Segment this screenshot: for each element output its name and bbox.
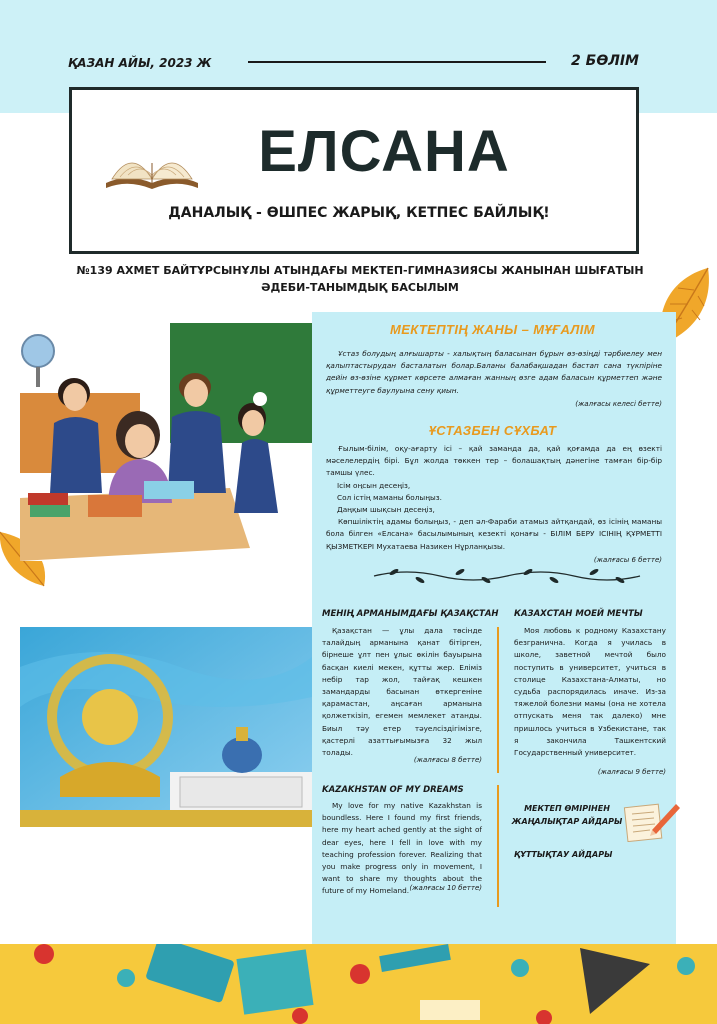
section-teacher-title: МЕКТЕПТІҢ ЖАНЫ – МҰҒАЛІМ <box>389 322 595 337</box>
header-rule <box>248 61 546 63</box>
interview-verse: Даңқым шықсын десеңіз, <box>337 505 435 515</box>
school-news-heading <box>507 802 627 828</box>
vine-ornament-icon <box>372 566 642 586</box>
column-divider <box>497 627 499 773</box>
article-ru-body: Моя любовь к родному Казахстану безгранична. Когда я училась в школе, заветной мечтой было поступить в университет, учиться в столице Казахстана-Алматы, но судьба распорядилась иначе. Из-за тяжелой болезни мамы (она не хотела отпускать меня так далеко) мне пришлось учиться в Узбекистане, так я закончила Ташкентский Государственный университет. <box>514 626 666 758</box>
article-ru-title: КАЗАХСТАН МОЕЙ МЕЧТЫ <box>514 609 643 619</box>
paper-pencil-icon <box>622 800 682 842</box>
article-kz-title: МЕНІҢ АРМАНЫМДАҒЫ ҚАЗАҚСТАН <box>322 609 499 619</box>
section-interview-continued: (жалғасы 6 бетте) <box>593 556 662 564</box>
article-kz-continued: (жалғасы 8 бетте) <box>413 756 482 764</box>
issue-part: 2 БӨЛІМ <box>571 53 639 69</box>
school-news-line-1: МЕКТЕП ӨМІРІНЕН <box>524 804 610 813</box>
school-classroom-photo <box>20 323 312 561</box>
paper-slogan: ДАНАЛЫҚ - ӨШПЕС ЖАРЫҚ, КЕТПЕС БАЙЛЫҚ! <box>168 205 550 221</box>
section-interview-body <box>326 443 662 553</box>
article-ru-continued: (жалғасы 9 бетте) <box>597 768 666 776</box>
article-en-continued: (жалғасы 10 бетте) <box>409 884 482 892</box>
interview-verse: Ісім оңсын десеңіз, <box>337 480 411 490</box>
section-teacher-continued: (жалғасы келесі бетте) <box>575 400 662 408</box>
school-news-line-2: ЖАҢАЛЫҚТАР АЙДАРЫ <box>511 817 623 826</box>
publisher-line <box>60 262 660 296</box>
interview-paragraph: Ғылым-білім, оқу-ағарту ісі – қай заманда да, қай қоғамда да ең өзекті мәселелердің бірі. Бұл жолда төккен тер – болашақтың дәнегіне тамған бір-бір тамшы үлес. <box>326 444 662 478</box>
article-en-body: My love for my native Kazakhstan is boundless. Here I found my first friends, here my heart ached gently at the sight of dear eyes, here I fell in love with my teaching profession forever. Realizing that you make progress only in movement, I want to share my thoughts about the future of my Homeland. <box>322 801 482 896</box>
issue-date: ҚАЗАН АЙЫ, 2023 Ж <box>68 56 212 70</box>
article-kz-body: Қазақстан — ұлы дала төсінде талайдың арманына қанат бітірген, бірнеше ұлт пен ұлыс өкілін бауырына басқан киелі мекен, құтты жер. Еліміз небір тар жол, тайғақ кешкен замандарды басынан өткергеніне қарамастан, аңсаған арманына қолжеткізіп, егемен мемлекет атанды. Биыл тәу етер тәуелсіздігімізге, қастерлі азаттығымызға 32 жыл толады. <box>322 626 482 758</box>
section-teacher-body: Ұстаз болудың алғышарты - халықтың баласынан бұрын өз-өзіңді тәрбиелеу мен қалыптастырудан басталатын болар.Баланы балабақшадан бастап сана түкпіріне дейін өз-өзіне құрмет көрсете алмаған жанның өзге адам баласын құрметтеп және құрметтеуге баулуына сену қиын. <box>326 349 662 395</box>
column-divider <box>497 785 499 907</box>
masthead <box>69 87 639 254</box>
greetings-heading: ҚҰТТЫҚТАУ АЙДАРЫ <box>514 850 613 859</box>
footer-band <box>0 944 717 1024</box>
publisher-line-1: №139 АХМЕТ БАЙТҰРСЫНҰЛЫ АТЫНДАҒЫ МЕКТЕП-ГИМНАЗИЯСЫ ЖАНЫНАН ШЫҒАТЫН <box>76 264 644 277</box>
interview-paragraph: Көпшіліктің адамы болыңыз, - деп әл-Фараби атамыз айтқандай, өз ісінің маманы бола білген «Елсана» басылымының кезекті қонағы - БІЛІМ БЕРУ ІСІНІҢ ҚҰРМЕТТІ ҚЫЗМЕТКЕРІ Мухатаева Назикен Нұрланқызы. <box>326 517 662 551</box>
school-supplies-decoration <box>0 944 717 1024</box>
article-en-title: KAZAKHSTAN OF MY DREAMS <box>322 785 464 795</box>
section-interview-title: ҰСТАЗБЕН СҰХБАТ <box>428 423 557 438</box>
interview-verse: Сол істің маманы болыңыз. <box>337 492 442 502</box>
kazakhstan-flag-photo <box>20 627 312 827</box>
paper-title: ЕЛСАНА <box>258 119 510 184</box>
publisher-line-2: ӘДЕБИ-ТАНЫМДЫҚ БАСЫЛЫМ <box>261 281 459 294</box>
